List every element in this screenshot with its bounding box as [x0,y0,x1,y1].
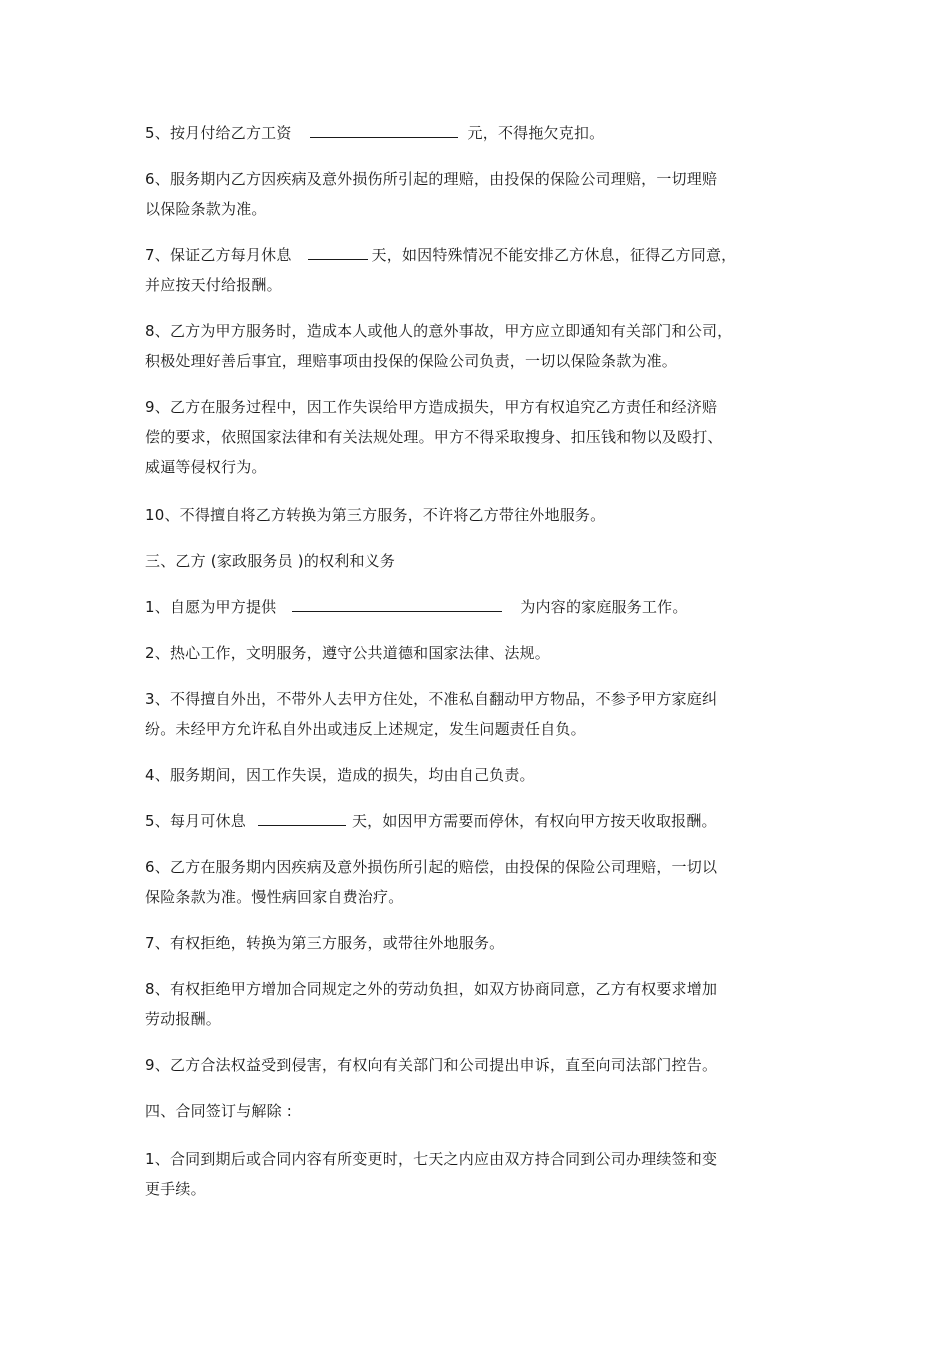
clause-text: 2、热心工作，文明服务，遵守公共道德和国家法律、法规。 [145,644,550,662]
section-heading-text: 三、乙方 (家政服务员 )的权利和义务 [145,552,396,570]
clause-text: 更手续。 [145,1180,206,1198]
clause-2-10 [145,500,755,530]
clause-text: 保险条款为准。慢性病回家自费治疗。 [145,888,404,906]
clause-text: 为内容的家庭服务工作。 [520,598,688,616]
clause-text: 7、有权拒绝，转换为第三方服务，或带往外地服务。 [145,934,505,952]
clause-text: 8、有权拒绝甲方增加合同规定之外的劳动负担，如双方协商同意，乙方有权要求增加 [145,980,718,998]
clause-2-7 [145,240,755,300]
clause-text: 9、乙方合法权益受到侵害，有权向有关部门和公司提出申诉，直至向司法部门控告。 [145,1056,718,1074]
clause-3-9 [145,1050,755,1080]
clause-text: 10、不得擅自将乙方转换为第三方服务，不许将乙方带往外地服务。 [145,506,606,524]
rest-days-blank [308,243,368,260]
clause-text: 8、乙方为甲方服务时，造成本人或他人的意外事故，甲方应立即通知有关部门和公司， [145,322,733,340]
clause-text: 劳动报酬。 [145,1010,222,1028]
clause-text: 3、不得擅自外出，不带外人去甲方住处，不准私自翻动甲方物品，不参予甲方家庭纠 [145,690,718,708]
clause-text: 纷。未经甲方允许私自外出或违反上述规定，发生问题责任自负。 [145,720,586,738]
clause-text: 1、自愿为甲方提供 [145,598,277,616]
clause-3-6 [145,852,755,912]
clause-text: 威逼等侵权行为。 [145,458,267,476]
clause-text: 偿的要求，依照国家法律和有关法规处理。甲方不得采取搜身、扣压钱和物以及殴打、 [145,428,723,446]
clause-text: 9、乙方在服务过程中，因工作失误给甲方造成损失，甲方有权追究乙方责任和经济赔 [145,398,718,416]
clause-3-7 [145,928,755,958]
clause-text: 以保险条款为准。 [145,200,267,218]
clause-3-2 [145,638,755,668]
clause-2-6 [145,164,755,224]
clause-4-1 [145,1144,755,1204]
section-heading-4 [145,1096,755,1126]
clause-text: 6、乙方在服务期内因疾病及意外损伤所引起的赔偿，由投保的保险公司理赔，一切以 [145,858,718,876]
salary-blank [310,121,458,138]
clause-text: 天，如因特殊情况不能安排乙方休息，征得乙方同意， [371,246,737,264]
clause-2-5 [145,118,755,148]
clause-3-4 [145,760,755,790]
clause-2-9 [145,392,755,482]
monthly-rest-blank [258,809,346,826]
service-content-blank [292,595,502,612]
clause-text: 7、保证乙方每月休息 [145,246,292,264]
clause-text: 1、合同到期后或合同内容有所变更时，七天之内应由双方持合同到公司办理续签和变 [145,1150,718,1168]
clause-text: 并应按天付给报酬。 [145,276,282,294]
section-heading-3 [145,546,755,576]
clause-text: 5、按月付给乙方工资 [145,124,292,142]
clause-3-3 [145,684,755,744]
clause-text: 天，如因甲方需要而停休，有权向甲方按天收取报酬。 [351,812,717,830]
clause-3-5 [145,806,755,836]
section-heading-text: 四、合同签订与解除 : [145,1102,293,1120]
clause-text: 5、每月可休息 [145,812,246,830]
clause-text: 6、服务期内乙方因疾病及意外损伤所引起的理赔，由投保的保险公司理赔，一切理赔 [145,170,718,188]
clause-3-1 [145,592,755,622]
clause-2-8 [145,316,755,376]
clause-text: 4、服务期间，因工作失误，造成的损失，均由自己负责。 [145,766,535,784]
clause-text: 积极处理好善后事宜，理赔事项由投保的保险公司负责，一切以保险条款为准。 [145,352,678,370]
clause-3-8 [145,974,755,1034]
clause-text: 元，不得拖欠克扣。 [467,124,605,142]
